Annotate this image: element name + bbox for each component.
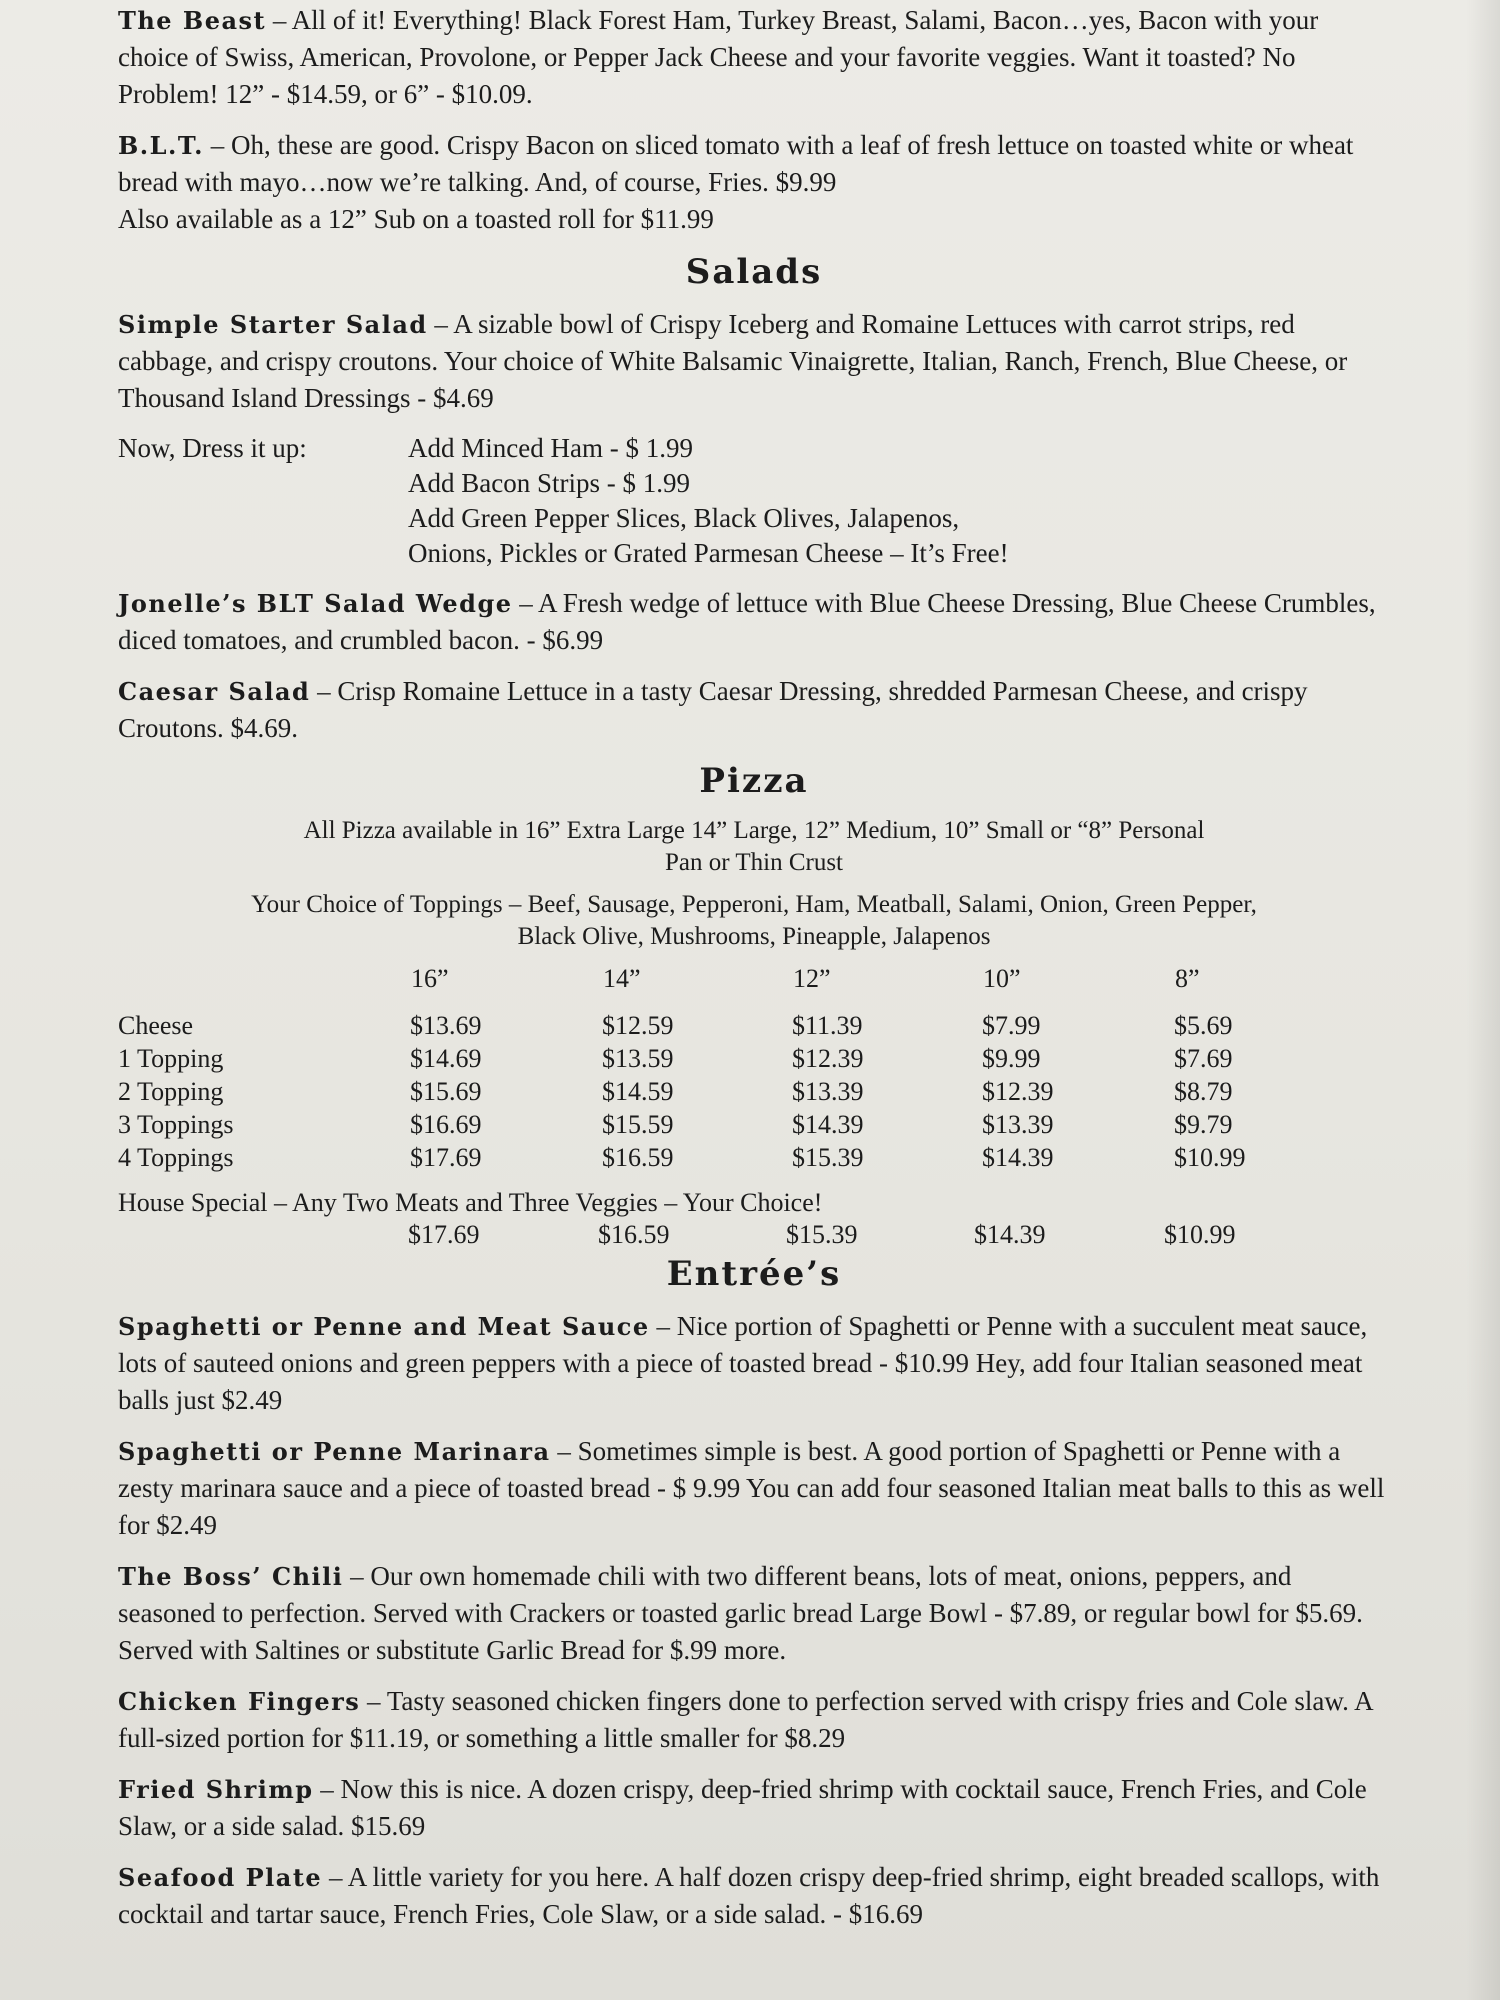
item-name: The Boss’ Chili (118, 1562, 344, 1591)
item-name: B.L.T. (118, 131, 204, 160)
note-line: Pan or Thin Crust (664, 849, 843, 876)
item-description: Sometimes simple is best. A good portion of Spaghetti or Penne with a zesty marinara sauce and a piece of toasted bread - $ 9.99 You can add four seasoned Italian meat balls to this as well for $2.49 (118, 1436, 1385, 1540)
menu-item-fried-shrimp (118, 1771, 1390, 1845)
note-line: Black Olive, Mushrooms, Pineapple, Jalapenos (517, 923, 991, 950)
pizza-sizes-note (178, 815, 1330, 879)
item-description: Tasty seasoned chicken fingers done to perfection served with crispy fries and Cole slaw. A full-sized portion for $11.19, or something a little smaller for $8.29 (118, 1686, 1373, 1753)
price-cell: $14.59 (602, 1077, 674, 1106)
row-label: Cheese (118, 1011, 194, 1040)
price-cell: $13.69 (410, 1011, 482, 1040)
price-cell: $15.39 (792, 1143, 864, 1172)
pizza-toppings-note (178, 889, 1330, 953)
item-description: Nice portion of Spaghetti or Penne with a succulent meat sauce, lots of sauteed onions and green peppers with a piece of toasted bread - $10.99 Hey, add four Italian seasoned meat balls just $2.49 (118, 1311, 1368, 1415)
spacer (118, 1220, 408, 1250)
item-separator: – (360, 1686, 387, 1716)
row-label: 4 Toppings (118, 1143, 234, 1172)
item-separator: – (512, 588, 539, 618)
item-separator: – (550, 1436, 578, 1466)
addon-line: Add Bacon Strips - $ 1.99 (408, 468, 690, 498)
item-separator: – (343, 1561, 371, 1591)
item-name: Jonelle’s BLT Salad Wedge (118, 589, 513, 618)
item-separator: – (204, 130, 231, 160)
menu-item-chili (118, 1558, 1390, 1669)
price-cell: $17.69 (408, 1220, 480, 1249)
menu-item-blt (118, 127, 1390, 238)
item-separator: – (266, 5, 292, 35)
item-name: Fried Shrimp (118, 1775, 314, 1804)
item-separator: – (313, 1774, 341, 1804)
item-name: Simple Starter Salad (118, 310, 428, 339)
price-cell: $12.59 (602, 1011, 674, 1040)
item-description: All of it! Everything! Black Forest Ham, Turkey Breast, Salami, Bacon…yes, Bacon with your choice of Swiss, American, Provolone, or Pepper Jack Cheese and your favorite veggies. Want it toasted? No Problem! 12” - $14.59, or 6” - $10.09. (118, 5, 1319, 109)
item-extra-note: Also available as a 12” Sub on a toasted roll for $11.99 (118, 204, 714, 234)
price-cell: $8.79 (1174, 1077, 1233, 1106)
addons-label: Now, Dress it up: (118, 433, 307, 463)
price-cell: $16.69 (410, 1110, 482, 1139)
price-cell: $9.79 (1174, 1110, 1233, 1139)
price-cell: $13.39 (982, 1110, 1054, 1139)
addon-line: Add Minced Ham - $ 1.99 (408, 433, 693, 463)
price-cell: $9.99 (982, 1044, 1041, 1073)
size-header: 12” (793, 964, 831, 993)
pizza-price-table (118, 963, 1348, 1176)
item-separator: – (649, 1311, 677, 1341)
item-name: Chicken Fingers (118, 1687, 361, 1716)
item-description: A sizable bowl of Crispy Iceberg and Romaine Lettuces with carrot strips, red cabbage, and crispy croutons. Your choice of White Balsamic Vinaigrette, Italian, Ranch, French, Blue Cheese, or Thousand Island Dressings - $4.69 (118, 309, 1348, 413)
house-special-label: House Special – Any Two Meats and Three Veggies – Your Choice! (118, 1188, 823, 1217)
item-description: A little variety for you here. A half dozen crispy deep-fried shrimp, eight breaded scallops, with cocktail and tartar sauce, French Fries, Cole Slaw, or a side salad. - $16.69 (118, 1862, 1380, 1929)
item-description: Our own homemade chili with two different beans, lots of meat, onions, peppers, and seasoned to perfection. Served with Crackers or toasted garlic bread Large Bowl - $7.89, or regular bowl for $5.69. Served with Saltines or substitute Garlic Bread for $.99 more. (118, 1561, 1363, 1665)
item-separator: – (427, 309, 454, 339)
addons-list (408, 431, 1009, 571)
menu-item-simple-starter-salad (118, 306, 1390, 417)
table-row (118, 1143, 1348, 1176)
price-cell: $16.59 (598, 1220, 670, 1249)
price-cell: $13.59 (602, 1044, 674, 1073)
price-cell: $11.39 (792, 1011, 863, 1040)
price-cell: $14.39 (792, 1110, 864, 1139)
price-cell: $15.69 (410, 1077, 482, 1106)
size-header: 14” (603, 964, 641, 993)
section-title-pizza: Pizza (699, 761, 809, 801)
menu-item-marinara (118, 1433, 1390, 1544)
section-title-entrees: Entrée’s (666, 1254, 842, 1294)
salad-addons (118, 431, 1390, 571)
size-header: 16” (411, 964, 449, 993)
item-description: Now this is nice. A dozen crispy, deep-fried shrimp with cocktail sauce, French Fries, and Cole Slaw, or a side salad. $15.69 (118, 1774, 1367, 1841)
row-label: 3 Toppings (118, 1110, 234, 1139)
price-cell: $15.59 (602, 1110, 674, 1139)
table-header-row (118, 963, 1348, 1011)
price-cell: $13.39 (792, 1077, 864, 1106)
size-header: 8” (1175, 964, 1200, 993)
item-name: Spaghetti or Penne and Meat Sauce (118, 1312, 650, 1341)
price-cell: $5.69 (1174, 1011, 1233, 1040)
item-separator: – (310, 676, 338, 706)
menu-item-meat-sauce (118, 1308, 1390, 1419)
page-edge-shadow (1466, 0, 1500, 2000)
addon-line: Onions, Pickles or Grated Parmesan Cheese – It’s Free! (408, 538, 1009, 568)
item-description: Oh, these are good. Crispy Bacon on sliced tomato with a leaf of fresh lettuce on toasted white or wheat bread with mayo…now we’re talking. And, of course, Fries. $9.99 (118, 130, 1354, 197)
size-header: 10” (983, 964, 1021, 993)
note-line: All Pizza available in 16” Extra Large 14” Large, 12” Medium, 10” Small or “8” Personal (303, 817, 1205, 844)
price-cell: $14.39 (982, 1143, 1054, 1172)
table-row (118, 1077, 1348, 1110)
table-row (118, 1011, 1348, 1044)
item-name: Seafood Plate (118, 1863, 323, 1892)
item-name: The Beast (118, 6, 267, 35)
price-cell: $7.69 (1174, 1044, 1233, 1073)
menu-item-seafood-plate (118, 1859, 1390, 1933)
section-title-salads: Salads (685, 252, 823, 292)
row-label: 2 Topping (118, 1077, 224, 1106)
price-cell: $16.59 (602, 1143, 674, 1172)
price-cell: $10.99 (1164, 1220, 1236, 1249)
price-cell: $14.39 (974, 1220, 1046, 1249)
price-cell: $10.99 (1174, 1143, 1246, 1172)
menu-item-chicken-fingers (118, 1683, 1390, 1757)
table-row (118, 1044, 1348, 1077)
header-blank (118, 963, 410, 1011)
item-name: Caesar Salad (118, 677, 311, 706)
item-name: Spaghetti or Penne Marinara (118, 1437, 551, 1466)
note-line: Your Choice of Toppings – Beef, Sausage, Pepperoni, Ham, Meatball, Salami, Onion, Green Pepper, (251, 891, 1257, 918)
table-row (118, 1110, 1348, 1143)
price-cell: $17.69 (410, 1143, 482, 1172)
menu-item-the-beast (118, 2, 1390, 113)
house-special-prices (118, 1220, 1390, 1250)
price-cell: $15.39 (786, 1220, 858, 1249)
item-description: A Fresh wedge of lettuce with Blue Cheese Dressing, Blue Cheese Crumbles, diced tomatoes, and crumbled bacon. - $6.99 (118, 588, 1376, 655)
item-description: Crisp Romaine Lettuce in a tasty Caesar Dressing, shredded Parmesan Cheese, and crispy Croutons. $4.69. (118, 676, 1308, 743)
item-separator: – (322, 1862, 348, 1892)
price-cell: $7.99 (982, 1011, 1041, 1040)
price-cell: $12.39 (982, 1077, 1054, 1106)
menu-item-caesar-salad (118, 673, 1390, 747)
menu-item-blt-salad-wedge (118, 585, 1390, 659)
price-cell: $14.69 (410, 1044, 482, 1073)
menu-content (118, 0, 1390, 1947)
price-cell: $12.39 (792, 1044, 864, 1073)
row-label: 1 Topping (118, 1044, 224, 1073)
addon-line: Add Green Pepper Slices, Black Olives, Jalapenos, (408, 503, 960, 533)
